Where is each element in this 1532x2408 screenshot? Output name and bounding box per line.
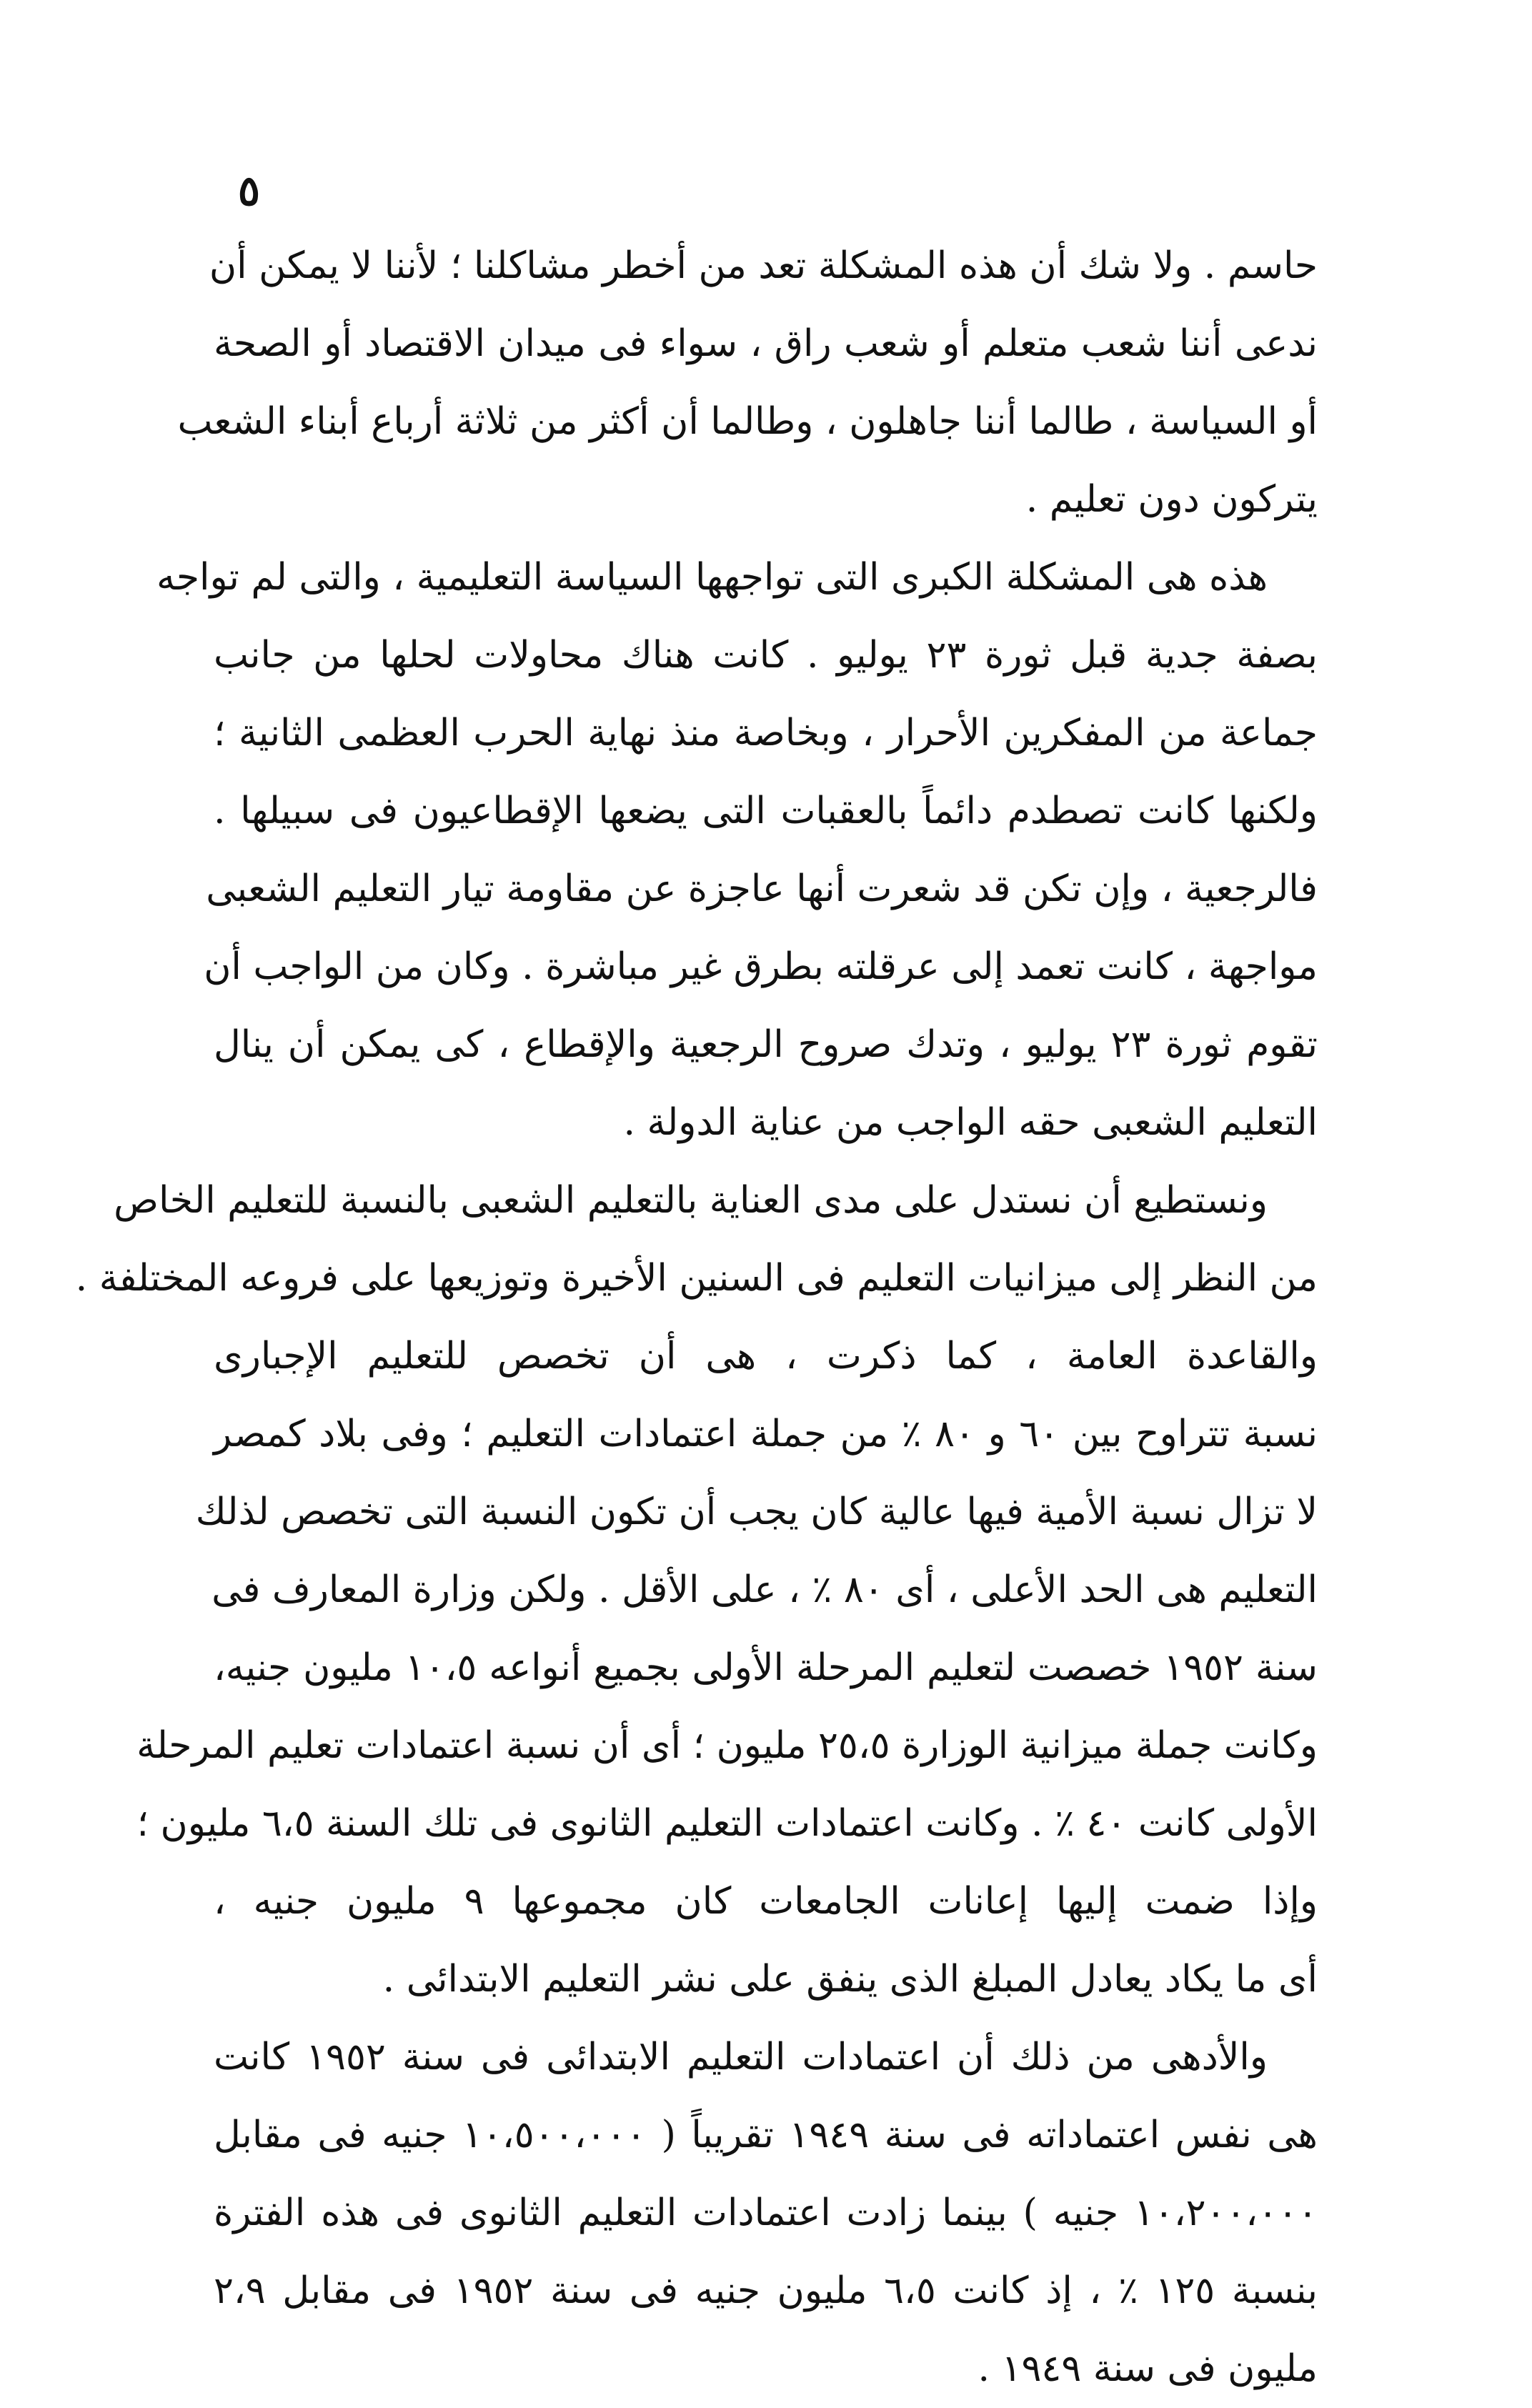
text-line: نسبة تتراوح بين ٦٠ و ٨٠ ٪ من جملة اعتمادات التعليم ؛ وفى بلاد كمصر	[214, 1413, 1318, 1456]
paragraph-2	[156, 539, 1318, 1162]
text-line: لا تزال نسبة الأمية فيها عالية كان يجب أن تكون النسبة التى تخصص لذلك	[195, 1491, 1318, 1533]
text-line: أو السياسة ، طالما أننا جاهلون ، وطالما أن أكثر من ثلاثة أرباع أبناء الشعب	[177, 400, 1318, 443]
text-line: وإذا ضمت إليها إعانات الجامعات كان مجموعها ٩ مليون جنيه ،	[214, 1880, 1318, 1923]
text-line: التعليم الشعبى حقه الواجب من عناية الدولة .	[623, 1101, 1318, 1144]
text-line: وكانت جملة ميزانية الوزارة ٢٥،٥ مليون ؛ أى أن نسبة اعتمادات تعليم المرحلة	[136, 1724, 1318, 1767]
text-line: مواجهة ، كانت تعمد إلى عرقلته بطرق غير مباشرة . وكان من الواجب أن	[204, 945, 1318, 988]
text-line: تقوم ثورة ٢٣ يوليو ، وتدك صروح الرجعية والإقطاع ، كى يمكن أن ينال	[214, 1023, 1318, 1066]
page-number: ٥	[237, 166, 260, 215]
text-line: جماعة من المفكرين الأحرار ، وبخاصة منذ نهاية الحرب العظمى الثانية ؛	[214, 712, 1318, 755]
paragraph-1	[177, 227, 1318, 539]
paragraph-3	[75, 1162, 1318, 2019]
text-line: الأولى كانت ٤٠ ٪ . وكانت اعتمادات التعليم الثانوى فى تلك السنة ٦،٥ مليون ؛	[136, 1802, 1318, 1845]
text-line: والقاعدة العامة ، كما ذكرت ، هى أن تخصص للتعليم الإجبارى	[214, 1335, 1318, 1378]
text-line: ونستطيع أن نستدل على مدى العناية بالتعليم الشعبى بالنسبة للتعليم الخاص	[114, 1179, 1268, 1222]
text-line: حاسم . ولا شك أن هذه المشكلة تعد من أخطر مشاكلنا ؛ لأننا لا يمكن أن	[209, 244, 1318, 287]
text-line: بنسبة ١٢٥ ٪ ، إذ كانت ٦،٥ مليون جنيه فى سنة ١٩٥٢ فى مقابل ٢،٩	[214, 2269, 1318, 2312]
text-line: فالرجعية ، وإن تكن قد شعرت أنها عاجزة عن مقاومة تيار التعليم الشعبى	[206, 867, 1318, 910]
text-line: هذه هى المشكلة الكبرى التى تواجهها السياسة التعليمية ، والتى لم تواجه	[156, 556, 1268, 599]
body-text	[75, 227, 1318, 2408]
text-line: والأدهى من ذلك أن اعتمادات التعليم الابتدائى فى سنة ١٩٥٢ كانت	[214, 2036, 1268, 2079]
text-line: من النظر إلى ميزانيات التعليم فى السنين الأخيرة وتوزيعها على فروعه المختلفة .	[75, 1257, 1318, 1300]
text-line: ١٠،٢٠٠،٠٠٠ جنيه ) بينما زادت اعتمادات التعليم الثانوى فى هذه الفترة	[214, 2191, 1318, 2234]
text-line: هى نفس اعتماداته فى سنة ١٩٤٩ تقريباً ( ١٠،٥٠٠،٠٠٠ جنيه فى مقابل	[214, 2114, 1318, 2156]
paragraph-4	[214, 2019, 1318, 2408]
text-line: مليون فى سنة ١٩٤٩ .	[978, 2347, 1318, 2390]
text-line: سنة ١٩٥٢ خصصت لتعليم المرحلة الأولى بجميع أنواعه ١٠،٥ مليون جنيه،	[214, 1646, 1318, 1689]
text-line: يتركون دون تعليم .	[1025, 478, 1318, 521]
text-line: أى ما يكاد يعادل المبلغ الذى ينفق على نشر التعليم الابتدائى .	[382, 1958, 1318, 2001]
text-line: التعليم هى الحد الأعلى ، أى ٨٠ ٪ ، على الأقل . ولكن وزارة المعارف فى	[212, 1568, 1318, 1611]
text-line: ولكنها كانت تصطدم دائماً بالعقبات التى يضعها الإقطاعيون فى سبيلها .	[214, 790, 1318, 832]
text-line: بصفة جدية قبل ثورة ٢٣ يوليو . كانت هناك محاولات لحلها من جانب	[214, 634, 1318, 677]
text-line: ندعى أننا شعب متعلم أو شعب راق ، سواء فى ميدان الاقتصاد أو الصحة	[214, 322, 1318, 365]
